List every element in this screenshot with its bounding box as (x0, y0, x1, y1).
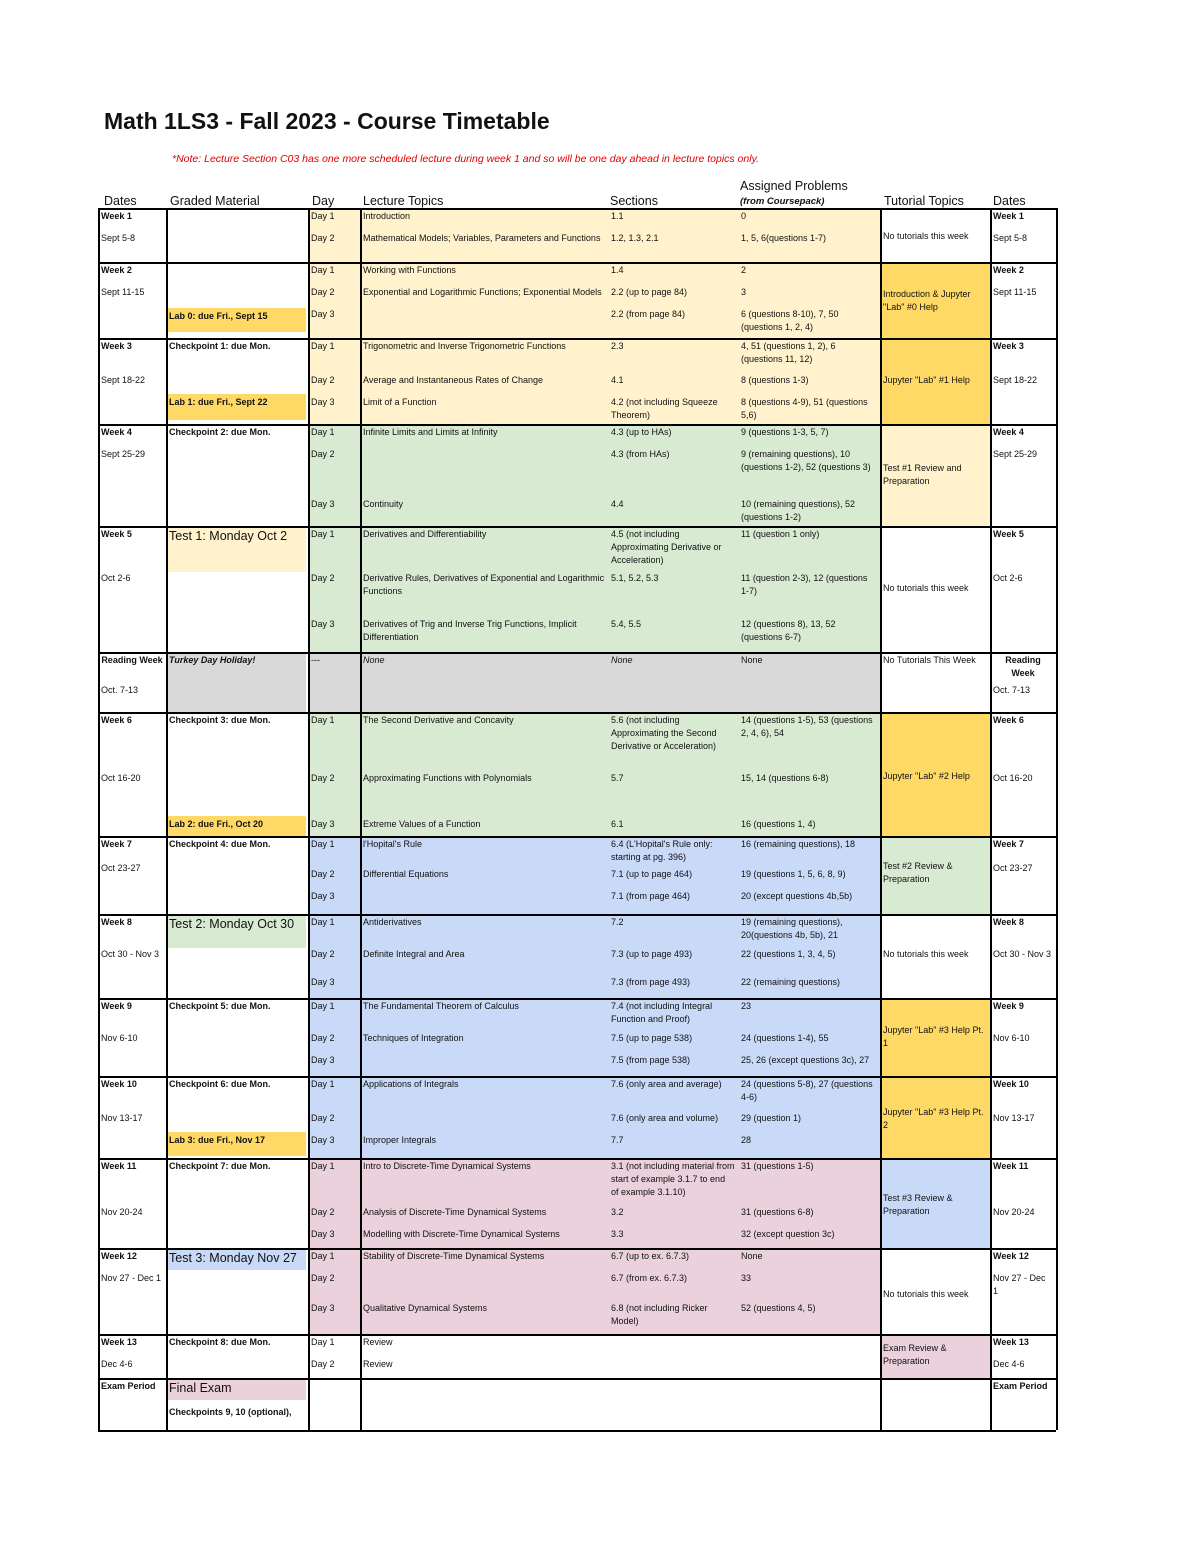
week-dates: Oct 16-20 (101, 773, 141, 783)
lecture-topic: Average and Instantaneous Rates of Change (363, 375, 543, 385)
section-cell: 7.4 (not including Integral Function and Proof) (611, 1001, 713, 1024)
header-tutorial-topics: Tutorial Topics (884, 194, 964, 208)
day-cell: Day 2 (311, 573, 335, 583)
week-separator (98, 1076, 1056, 1078)
tutorial-topic: No tutorials this week (883, 231, 969, 241)
week-label-right: Week 1 (993, 211, 1024, 221)
graded-item: Lab 1: due Fri., Sept 22 (166, 394, 306, 420)
week-label-right: Week 10 (993, 1079, 1029, 1089)
week-label-right: Week 2 (993, 265, 1024, 275)
week-label-right: Week 3 (993, 341, 1024, 351)
lecture-topic: Review (363, 1359, 393, 1369)
graded-item: Checkpoints 9, 10 (optional), (169, 1407, 292, 1417)
problems-cell: 25, 26 (except questions 3c), 27 (741, 1055, 870, 1065)
problems-cell: 33 (741, 1273, 752, 1283)
day-cell: Day 3 (311, 891, 335, 901)
lecture-topic: Derivative Rules, Derivatives of Exponential and Logarithmic Functions (363, 573, 605, 596)
tutorial-topic: Jupyter "Lab" #2 Help (883, 771, 970, 781)
week-label: Exam Period (101, 1381, 156, 1391)
week-dates: Sept 25-29 (101, 449, 146, 459)
day-cell: Day 1 (311, 427, 335, 437)
header-day: Day (312, 194, 335, 208)
section-cell: 7.2 (611, 917, 624, 927)
day-cell: Day 2 (311, 233, 335, 243)
problems-cell: 11 (question 2-3), 12 (questions 1-7) (741, 573, 868, 596)
day-cell: Day 3 (311, 1303, 335, 1313)
graded-item: Checkpoint 4: due Mon. (169, 839, 271, 849)
graded-item: Checkpoint 7: due Mon. (169, 1161, 271, 1171)
lecture-topic: Definite Integral and Area (363, 949, 465, 959)
tutorial-topic: No tutorials this week (883, 583, 969, 593)
week-dates: Nov 20-24 (101, 1207, 143, 1217)
header-lecture-topics: Lecture Topics (363, 194, 444, 208)
graded-item: Checkpoint 8: due Mon. (169, 1337, 271, 1347)
problems-cell: 4, 51 (questions 1, 2), 6 (questions 11, 12) (741, 341, 836, 364)
schedule-note: *Note: Lecture Section C03 has one more scheduled lecture during week 1 and so will be one day ahead in lecture topics only. (172, 153, 759, 165)
header-assigned-problems: Assigned Problems (740, 179, 848, 193)
week-label: Week 3 (101, 341, 132, 351)
problems-cell: 2 (741, 265, 747, 275)
problems-cell: 23 (741, 1001, 752, 1011)
problems-cell: 19 (remaining questions), 20(questions 4b, 5b), 21 (741, 917, 843, 940)
section-cell: 1.2, 1.3, 2.1 (611, 233, 659, 243)
week-label: Week 10 (101, 1079, 137, 1089)
week-separator (98, 208, 1056, 210)
week-label: Week 9 (101, 1001, 132, 1011)
problems-cell: 31 (questions 6-8) (741, 1207, 814, 1217)
problems-cell: 9 (questions 1-3, 5, 7) (741, 427, 829, 437)
week-separator (98, 1378, 1056, 1380)
graded-item: Test 2: Monday Oct 30 (166, 914, 306, 948)
week-separator (98, 836, 1056, 838)
day-cell: Day 2 (311, 869, 335, 879)
day-cell: Day 2 (311, 949, 335, 959)
week-label: Week 1 (101, 211, 132, 221)
week-dates: Sept 5-8 (101, 233, 136, 243)
section-cell: 2.2 (from page 84) (611, 309, 686, 319)
week-label-right: Week 9 (993, 1001, 1024, 1011)
lecture-topic: Working with Functions (363, 265, 456, 275)
week-dates: Oct 30 - Nov 3 (101, 949, 160, 959)
lecture-topic: Modelling with Discrete-Time Dynamical Systems (363, 1229, 560, 1239)
graded-item: Checkpoint 3: due Mon. (169, 715, 271, 725)
week-dates-right: Sept 25-29 (993, 449, 1038, 459)
day-cell: Day 1 (311, 341, 335, 351)
section-cell: 4.4 (611, 499, 624, 509)
graded-item: Checkpoint 6: due Mon. (169, 1079, 271, 1089)
section-cell: 5.1, 5.2, 5.3 (611, 573, 659, 583)
section-cell: 3.1 (not including material from start of example 3.1.7 to end of example 3.1.10) (611, 1161, 735, 1197)
problems-cell: 12 (questions 8), 13, 52 (questions 6-7) (741, 619, 836, 642)
lecture-topic: Continuity (363, 499, 404, 509)
week-dates-right: Sept 5-8 (993, 233, 1028, 243)
week-label-right: Week 12 (993, 1251, 1029, 1261)
day-cell: Day 1 (311, 1001, 335, 1011)
section-cell: 7.1 (up to page 464) (611, 869, 693, 879)
table-bottom-border (98, 1430, 1056, 1432)
day-cell: Day 1 (311, 1079, 335, 1089)
week-separator (98, 338, 1056, 340)
graded-item: Checkpoint 5: due Mon. (169, 1001, 271, 1011)
section-cell: 4.3 (up to HAs) (611, 427, 672, 437)
problems-cell: 14 (questions 1-5), 53 (questions 2, 4, 6), 54 (741, 715, 873, 738)
graded-item: Lab 0: due Fri., Sept 15 (166, 308, 306, 332)
week-dates: Oct 2-6 (101, 573, 131, 583)
problems-cell: None (741, 655, 763, 665)
lecture-topic: The Fundamental Theorem of Calculus (363, 1001, 519, 1011)
week-dates-right: Sept 18-22 (993, 375, 1038, 385)
week-label: Week 13 (101, 1337, 137, 1347)
lecture-topic: Exponential and Logarithmic Functions; Exponential Models (363, 287, 602, 297)
lecture-topic: Qualitative Dynamical Systems (363, 1303, 488, 1313)
graded-item: Lab 3: due Fri., Nov 17 (166, 1132, 306, 1156)
week-dates-right: Oct 30 - Nov 3 (993, 949, 1052, 959)
problems-cell: 16 (questions 1, 4) (741, 819, 816, 829)
section-cell: 1.1 (611, 211, 624, 221)
column-border (1056, 208, 1058, 1430)
week-label-right: Week 4 (993, 427, 1024, 437)
header-assigned-problems-sub: (from Coursepack) (740, 196, 825, 207)
tutorial-topic: No tutorials this week (883, 1289, 969, 1299)
week-label-right: Week 11 (993, 1161, 1029, 1171)
tutorial-topic: Test #3 Review & Preparation (883, 1193, 953, 1216)
week-label: Week 2 (101, 265, 132, 275)
day-cell: Day 2 (311, 1033, 335, 1043)
lecture-topic: Introduction (363, 211, 411, 221)
section-cell: 7.3 (from page 493) (611, 977, 691, 987)
section-cell: 7.1 (from page 464) (611, 891, 691, 901)
tutorial-topic: Jupyter "Lab" #3 Help Pt. 1 (883, 1025, 984, 1048)
lecture-topic: l'Hopital's Rule (363, 839, 422, 849)
graded-item: Test 1: Monday Oct 2 (166, 526, 306, 572)
day-cell: Day 2 (311, 1273, 335, 1283)
week-dates-right: Nov 13-17 (993, 1113, 1035, 1123)
problems-cell: 8 (questions 1-3) (741, 375, 809, 385)
problems-cell: 22 (remaining questions) (741, 977, 841, 987)
day-cell: Day 3 (311, 309, 335, 319)
week-dates: Sept 11-15 (101, 287, 145, 297)
day-cell: Day 1 (311, 839, 335, 849)
lecture-topic: Trigonometric and Inverse Trigonometric Functions (363, 341, 566, 351)
week-separator (98, 914, 1056, 916)
day-cell: Day 2 (311, 287, 335, 297)
day-cell: Day 2 (311, 1113, 335, 1123)
problems-cell: 52 (questions 4, 5) (741, 1303, 816, 1313)
problems-cell: 8 (questions 4-9), 51 (questions 5,6) (741, 397, 868, 420)
column-border (360, 208, 362, 1430)
week-dates-right: Oct 2-6 (993, 573, 1023, 583)
problems-cell: 29 (question 1) (741, 1113, 802, 1123)
week-label-right: Week 13 (993, 1337, 1029, 1347)
day-cell: Day 2 (311, 375, 335, 385)
day-cell: Day 2 (311, 773, 335, 783)
problems-cell: 6 (questions 8-10), 7, 50 (questions 1, 2, 4) (741, 309, 839, 332)
reading-week-dates: Oct. 7-13 (101, 685, 139, 695)
section-cell: 5.4, 5.5 (611, 619, 642, 629)
lecture-topic: Limit of a Function (363, 397, 437, 407)
day-cell: Day 1 (311, 1251, 335, 1261)
section-cell: 7.7 (611, 1135, 624, 1145)
section-cell: 2.3 (611, 341, 624, 351)
problems-cell: 15, 14 (questions 6-8) (741, 773, 829, 783)
section-cell: 6.1 (611, 819, 624, 829)
problems-cell: 0 (741, 211, 747, 221)
lecture-topic: Improper Integrals (363, 1135, 437, 1145)
reading-week-dates-right: Oct. 7-13 (993, 685, 1031, 695)
section-cell: 6.7 (from ex. 6.7.3) (611, 1273, 688, 1283)
page-title: Math 1LS3 - Fall 2023 - Course Timetable (104, 108, 550, 134)
graded-item: Final Exam (166, 1378, 306, 1400)
lecture-topic: Approximating Functions with Polynomials (363, 773, 532, 783)
section-cell: 7.6 (only area and volume) (611, 1113, 719, 1123)
problems-cell: 24 (questions 1-4), 55 (741, 1033, 829, 1043)
week-label-right: Reading Week (1005, 655, 1041, 678)
problems-cell: 16 (remaining questions), 18 (741, 839, 856, 849)
week-dates-right: Nov 27 - Dec 1 (993, 1273, 1046, 1296)
section-cell: 6.4 (L'Hopital's Rule only: starting at pg. 396) (611, 839, 713, 862)
day-cell: Day 1 (311, 265, 335, 275)
tutorial-topic: No Tutorials This Week (883, 655, 976, 665)
week-label-right: Exam Period (993, 1381, 1048, 1391)
graded-item: Lab 2: due Fri., Oct 20 (166, 816, 306, 836)
day-cell: Day 3 (311, 397, 335, 407)
lecture-topic: Infinite Limits and Limits at Infinity (363, 427, 498, 437)
week-separator (98, 1158, 1056, 1160)
header-dates: Dates (104, 194, 137, 208)
day-cell: --- (311, 655, 320, 665)
lecture-topic: Antiderivatives (363, 917, 422, 927)
lecture-topic: Differential Equations (363, 869, 449, 879)
week-separator (98, 262, 1056, 264)
problems-cell: 11 (question 1 only) (741, 529, 820, 539)
week-dates-right: Sept 11-15 (993, 287, 1037, 297)
tutorial-topic: Introduction & Jupyter "Lab" #0 Help (883, 289, 971, 312)
day-cell: Day 3 (311, 1135, 335, 1145)
section-cell: 3.3 (611, 1229, 624, 1239)
problems-cell: 28 (741, 1135, 752, 1145)
day-cell: Day 3 (311, 819, 335, 829)
week-dates-right: Oct 23-27 (993, 863, 1033, 873)
week-label: Week 5 (101, 529, 132, 539)
lecture-topic: The Second Derivative and Concavity (363, 715, 514, 725)
day-cell: Day 1 (311, 529, 335, 539)
column-border (990, 208, 992, 1430)
problems-cell: 24 (questions 5-8), 27 (questions 4-6) (741, 1079, 873, 1102)
section-cell: 1.4 (611, 265, 624, 275)
day-cell: Day 3 (311, 1055, 335, 1065)
day-cell: Day 2 (311, 1359, 335, 1369)
section-cell: 3.2 (611, 1207, 624, 1217)
problems-cell: 3 (741, 287, 747, 297)
section-cell: 7.5 (from page 538) (611, 1055, 691, 1065)
section-cell: 6.8 (not including Ricker Model) (611, 1303, 708, 1326)
day-cell: Day 3 (311, 619, 335, 629)
lecture-topic: Techniques of Integration (363, 1033, 464, 1043)
week-label: Week 8 (101, 917, 132, 927)
graded-item: Checkpoint 1: due Mon. (169, 341, 271, 351)
section-cell: 7.5 (up to page 538) (611, 1033, 693, 1043)
problems-cell: 22 (questions 1, 3, 4, 5) (741, 949, 836, 959)
week-dates-right: Nov 6-10 (993, 1033, 1030, 1043)
week-label-right: Week 5 (993, 529, 1024, 539)
section-cell: 4.5 (not including Approximating Derivative or Acceleration) (611, 529, 722, 565)
tutorial-topic: Jupyter "Lab" #1 Help (883, 375, 970, 385)
week-separator (98, 1334, 1056, 1336)
problems-cell: 1, 5, 6(questions 1-7) (741, 233, 827, 243)
graded-item: Turkey Day Holiday! (166, 652, 306, 712)
week-label: Week 4 (101, 427, 132, 437)
timetable (98, 208, 1056, 1430)
week-label: Week 6 (101, 715, 132, 725)
problems-cell: 19 (questions 1, 5, 6, 8, 9) (741, 869, 846, 879)
week-separator (98, 652, 1056, 654)
problems-cell: 9 (remaining questions), 10 (questions 1-2), 52 (questions 3) (741, 449, 871, 472)
week-dates: Nov 27 - Dec 1 (101, 1273, 162, 1283)
day-cell: Day 1 (311, 211, 335, 221)
section-cell: None (611, 655, 633, 665)
week-label-right: Week 7 (993, 839, 1024, 849)
week-dates-right: Oct 16-20 (993, 773, 1033, 783)
tutorial-topic: Exam Review & Preparation (883, 1343, 947, 1366)
tutorial-topic: Jupyter "Lab" #3 Help Pt. 2 (883, 1107, 984, 1130)
day-cell: Day 1 (311, 917, 335, 927)
lecture-topic: Derivatives of Trig and Inverse Trig Functions, Implicit Differentiation (363, 619, 577, 642)
problems-cell: 31 (questions 1-5) (741, 1161, 814, 1171)
week-dates-right: Nov 20-24 (993, 1207, 1035, 1217)
day-cell: Day 2 (311, 1207, 335, 1217)
column-border (308, 208, 310, 1430)
week-separator (98, 424, 1056, 426)
header-graded-material: Graded Material (170, 194, 260, 208)
week-label: Reading Week (101, 655, 163, 665)
section-cell: 5.7 (611, 773, 624, 783)
week-label: Week 12 (101, 1251, 137, 1261)
lecture-topic: Intro to Discrete-Time Dynamical Systems (363, 1161, 531, 1171)
day-cell: Day 3 (311, 1229, 335, 1239)
week-dates-right: Dec 4-6 (993, 1359, 1025, 1369)
section-cell: 2.2 (up to page 84) (611, 287, 688, 297)
lecture-topic: Applications of Integrals (363, 1079, 459, 1089)
section-cell: 4.3 (from HAs) (611, 449, 670, 459)
header-dates-right: Dates (993, 194, 1026, 208)
week-label-right: Week 8 (993, 917, 1024, 927)
week-separator (98, 526, 1056, 528)
week-label: Week 7 (101, 839, 132, 849)
day-cell: Day 3 (311, 499, 335, 509)
tutorial-topic: Test #1 Review and Preparation (883, 463, 962, 486)
lecture-topic: Analysis of Discrete-Time Dynamical Systems (363, 1207, 547, 1217)
section-cell: 5.6 (not including Approximating the Second Derivative or Acceleration) (611, 715, 717, 751)
lecture-topic: Extreme Values of a Function (363, 819, 481, 829)
column-border (166, 208, 168, 1430)
week-separator (98, 712, 1056, 714)
section-cell: 4.1 (611, 375, 624, 385)
section-cell: 7.6 (only area and average) (611, 1079, 722, 1089)
day-cell: Day 3 (311, 977, 335, 987)
week-label-right: Week 6 (993, 715, 1024, 725)
problems-cell: None (741, 1251, 763, 1261)
column-border (98, 208, 100, 1430)
week-separator (98, 1248, 1056, 1250)
lecture-topic: Stability of Discrete-Time Dynamical Systems (363, 1251, 545, 1261)
tutorial-topic: No tutorials this week (883, 949, 969, 959)
lecture-topic: Derivatives and Differentiability (363, 529, 487, 539)
lecture-topic: None (363, 655, 385, 665)
week-dates: Sept 18-22 (101, 375, 146, 385)
graded-item: Checkpoint 2: due Mon. (169, 427, 271, 437)
lecture-topic: Mathematical Models; Variables, Parameters and Functions (363, 233, 601, 243)
week-dates: Nov 6-10 (101, 1033, 138, 1043)
week-dates: Dec 4-6 (101, 1359, 133, 1369)
week-dates: Nov 13-17 (101, 1113, 143, 1123)
day-cell: Day 1 (311, 1337, 335, 1347)
section-cell: 6.7 (up to ex. 6.7.3) (611, 1251, 690, 1261)
section-cell: 7.3 (up to page 493) (611, 949, 693, 959)
graded-item: Test 3: Monday Nov 27 (166, 1248, 306, 1270)
week-label: Week 11 (101, 1161, 137, 1171)
problems-cell: 32 (except question 3c) (741, 1229, 835, 1239)
section-cell: 4.2 (not including Squeeze Theorem) (611, 397, 718, 420)
day-cell: Day 1 (311, 715, 335, 725)
week-dates: Oct 23-27 (101, 863, 141, 873)
header-sections: Sections (610, 194, 658, 208)
column-border (880, 208, 882, 1430)
day-cell: Day 2 (311, 449, 335, 459)
lecture-topic: Review (363, 1337, 393, 1347)
problems-cell: 20 (except questions 4b,5b) (741, 891, 853, 901)
tutorial-topic: Test #2 Review & Preparation (883, 861, 953, 884)
problems-cell: 10 (remaining questions), 52 (questions 1-2) (741, 499, 856, 522)
week-separator (98, 998, 1056, 1000)
day-cell: Day 1 (311, 1161, 335, 1171)
